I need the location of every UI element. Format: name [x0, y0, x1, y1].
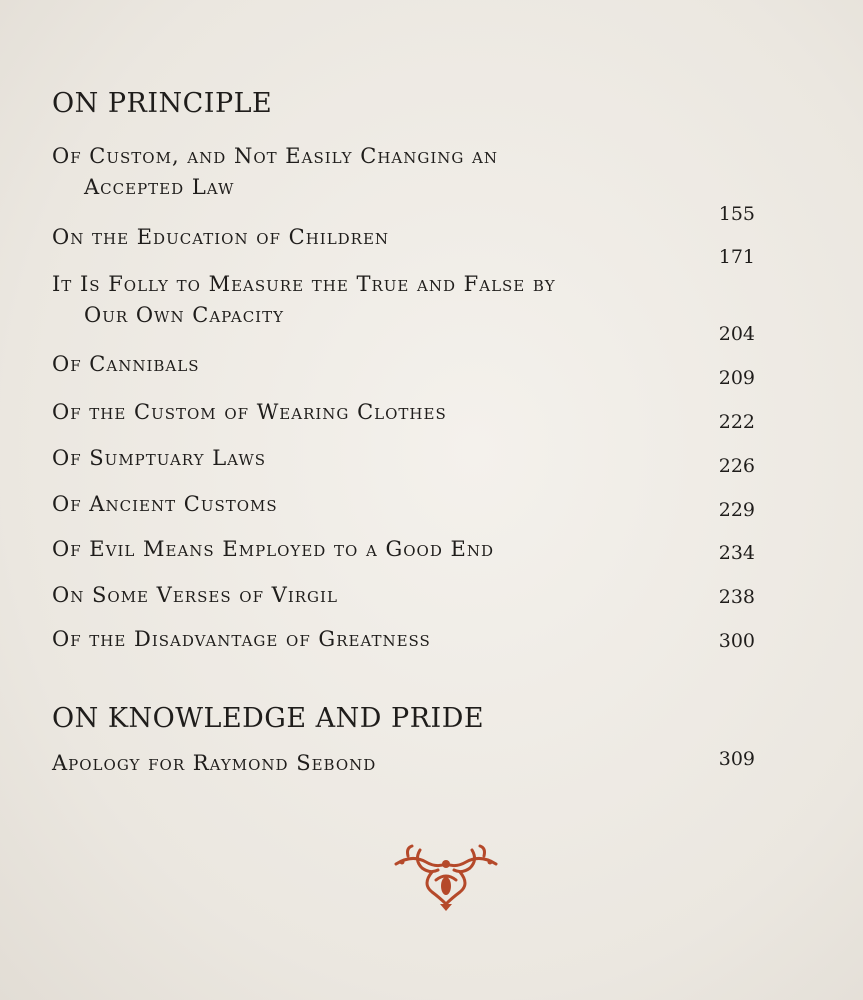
toc-entry-title: It Is Folly to Measure the True and False by: [52, 272, 556, 296]
toc-entry-title: Apology for Raymond Sebond: [52, 751, 377, 775]
toc-entry-page: 300: [718, 630, 755, 652]
toc-entry-title: Of Sumptuary Laws: [52, 446, 267, 470]
toc-entry-title-continued: Accepted Law: [84, 175, 235, 199]
toc-entry[interactable]: [52, 748, 809, 779]
toc-entry-page: 309: [718, 748, 755, 770]
toc-entry-page: 238: [718, 586, 755, 608]
toc-entry-title: Of the Disadvantage of Greatness: [52, 627, 431, 651]
section-title-on-principle: ON PRINCIPLE: [52, 88, 273, 119]
toc-entry-title: Of Custom, and Not Easily Changing an: [52, 144, 499, 168]
toc-entry-page: 155: [718, 203, 755, 225]
toc-entry-title: Of Evil Means Employed to a Good End: [52, 537, 495, 561]
toc-entry[interactable]: [52, 397, 809, 433]
toc-entry-page: 234: [718, 542, 755, 564]
toc-entry-title: On Some Verses of Virgil: [52, 583, 338, 607]
toc-entry-page: 229: [718, 499, 755, 521]
toc-entry[interactable]: [52, 624, 809, 655]
toc-entry-title-continued: Our Own Capacity: [84, 303, 285, 327]
toc-entry[interactable]: [52, 141, 809, 225]
toc-entry-title: On the Education of Children: [52, 225, 390, 249]
toc-entry[interactable]: [52, 443, 809, 477]
section-title-on-knowledge-and-pride: ON KNOWLEDGE AND PRIDE: [52, 703, 485, 734]
toc-entry-title: Of Cannibals: [52, 352, 200, 376]
toc-entry-title: Of the Custom of Wearing Clothes: [52, 400, 447, 424]
fleuron-ornament-icon: [392, 842, 500, 912]
toc-entry[interactable]: [52, 489, 809, 520]
toc-entry[interactable]: [52, 534, 809, 565]
toc-entry-page: 209: [718, 367, 755, 389]
toc-entry[interactable]: [52, 269, 809, 345]
toc-entry[interactable]: [52, 222, 809, 268]
toc-entry-page: 226: [718, 455, 755, 477]
toc-entry[interactable]: [52, 580, 809, 611]
toc-entry-page: 222: [718, 411, 755, 433]
toc-entry-page: 171: [718, 246, 755, 268]
toc-entry-page: 204: [718, 323, 755, 345]
toc-entry[interactable]: [52, 349, 809, 389]
toc-entry-title: Of Ancient Customs: [52, 492, 278, 516]
